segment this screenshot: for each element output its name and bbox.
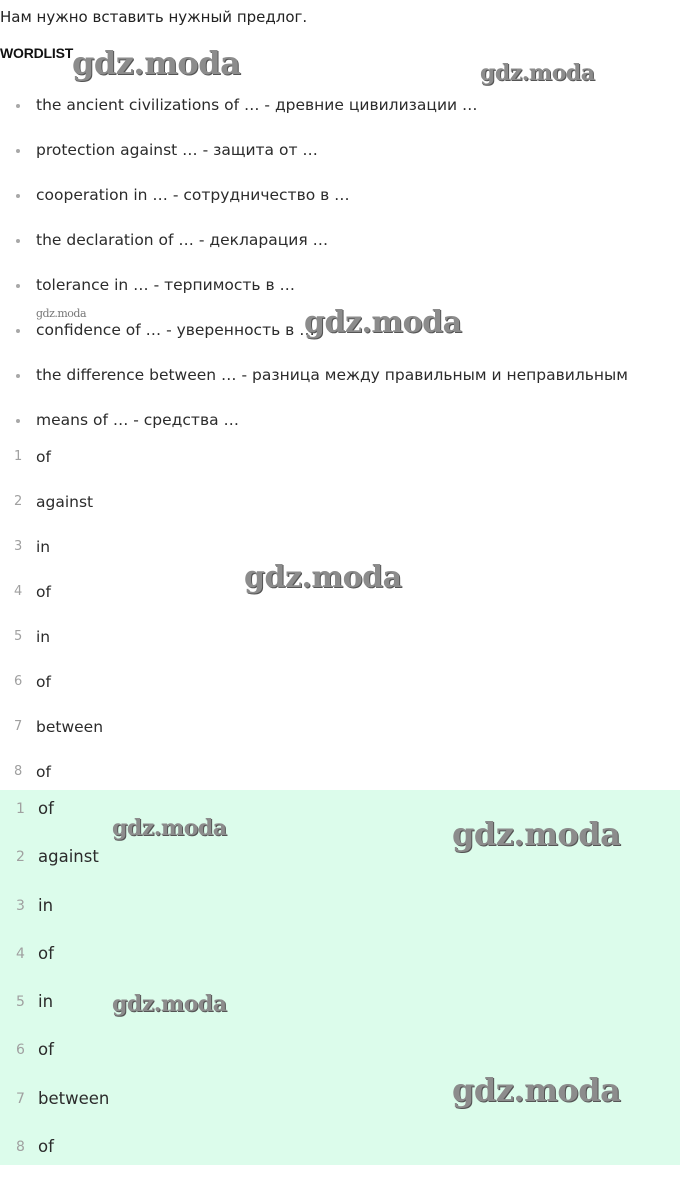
watermark: gdz.moda bbox=[36, 307, 87, 320]
answer-item: 2 against bbox=[14, 493, 94, 511]
list-item: the difference between … - разница между правильным и неправильным bbox=[0, 366, 680, 411]
watermark: gdz.moda bbox=[452, 1071, 621, 1109]
watermark: gdz.moda bbox=[112, 815, 227, 841]
wordlist-heading: WORDLIST bbox=[0, 45, 74, 61]
list-item: confidence of … - уверенность в … bbox=[0, 321, 680, 366]
answer-item: 1 of bbox=[16, 799, 54, 818]
bullet-icon bbox=[16, 284, 20, 288]
highlighted-answer-list bbox=[0, 799, 680, 1185]
answer-item: 6 of bbox=[14, 673, 51, 691]
bullet-icon bbox=[16, 194, 20, 198]
answer-item: 1 of bbox=[14, 448, 51, 466]
answer-item: 3 in bbox=[16, 895, 54, 915]
list-item: cooperation in … - сотрудничество в … bbox=[0, 186, 680, 231]
answer-item: 4 of bbox=[16, 943, 54, 963]
bullet-icon bbox=[16, 374, 20, 378]
list-item: tolerance in … - терпимость в … bbox=[0, 276, 680, 321]
bullet-icon bbox=[16, 104, 20, 108]
list-item: the ancient civilizations of … - древние цивилизации … bbox=[0, 96, 680, 141]
bullet-icon bbox=[16, 419, 20, 423]
answer-item: 7 between bbox=[16, 1088, 110, 1108]
watermark: gdz.moda bbox=[72, 44, 241, 82]
wordlist bbox=[0, 96, 680, 456]
watermark: gdz.moda bbox=[480, 60, 595, 86]
list-item: protection against … - защита от … bbox=[0, 141, 680, 186]
bullet-icon bbox=[16, 239, 20, 243]
intro-text: Нам нужно вставить нужный предлог. bbox=[0, 8, 308, 26]
watermark: gdz.moda bbox=[112, 991, 227, 1017]
list-item: means of … - средства … bbox=[0, 411, 680, 456]
watermark: gdz.moda bbox=[244, 560, 402, 595]
bullet-icon bbox=[16, 329, 20, 333]
answer-item: 3 in bbox=[14, 538, 51, 556]
answer-item: 4 of bbox=[14, 583, 51, 601]
watermark: gdz.moda bbox=[304, 305, 462, 340]
answer-item: 8 of bbox=[14, 763, 51, 781]
answer-item: 7 between bbox=[14, 718, 104, 736]
answer-item: 6 of bbox=[16, 1040, 54, 1060]
answer-item: 8 of bbox=[16, 1137, 54, 1157]
list-item: the declaration of … - декларация … bbox=[0, 231, 680, 276]
answer-list bbox=[0, 448, 680, 808]
answer-item: 2 against bbox=[16, 847, 99, 867]
bullet-icon bbox=[16, 149, 20, 153]
answer-item: 5 in bbox=[16, 992, 54, 1012]
watermark: gdz.moda bbox=[452, 815, 621, 853]
answer-item: 5 in bbox=[14, 628, 51, 646]
